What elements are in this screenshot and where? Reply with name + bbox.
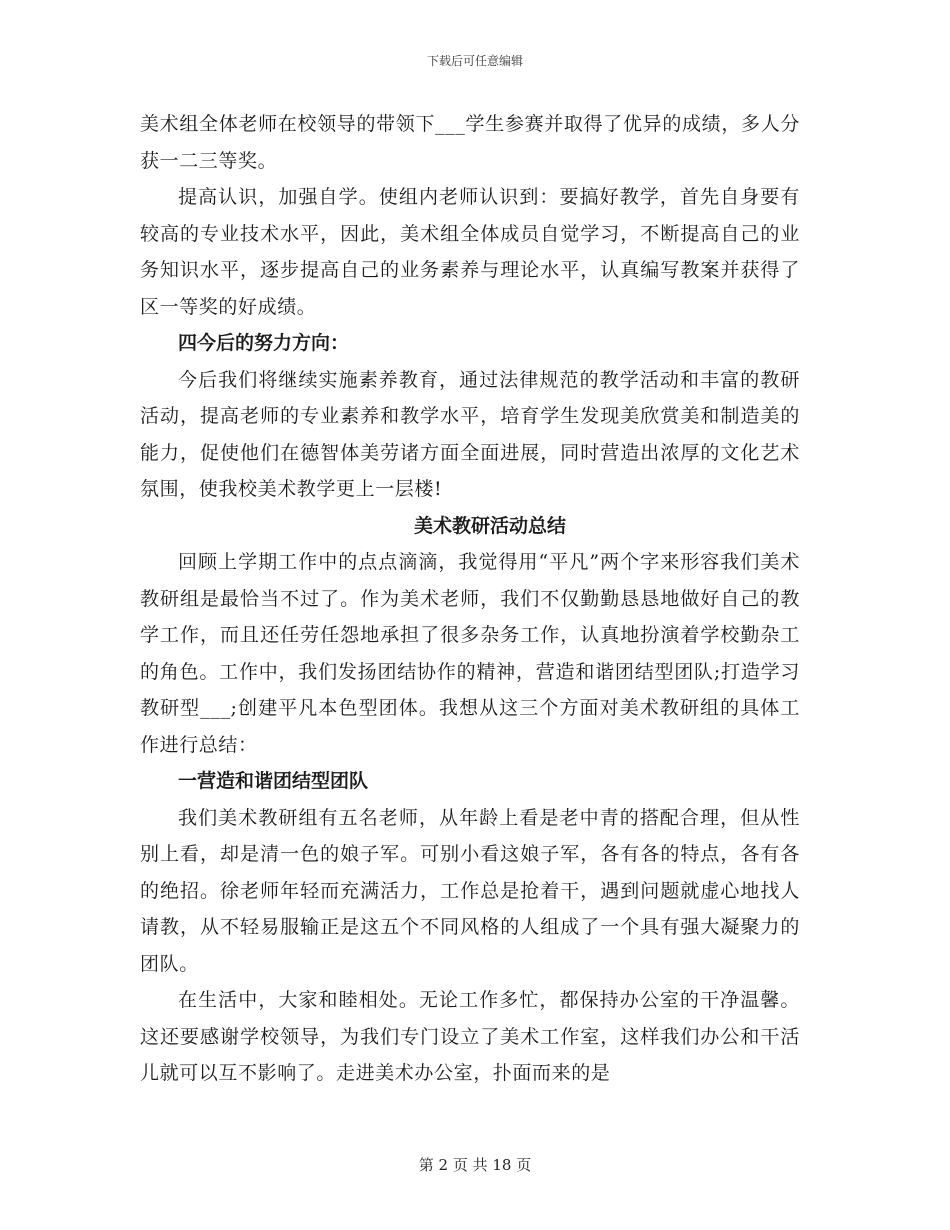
- page-footer: 第 2 页 共 18 页: [418, 1156, 532, 1174]
- paragraph-office-life: 在生活中，大家和睦相处。无论工作多忙，都保持办公室的干净温馨。这还要感谢学校领导，为我们专门设立了美术工作室，这样我们办公和干活儿就可以互不影响了。走进美术办公室，扑面而来的是: [140, 989, 800, 1084]
- page-header: 下载后可任意编辑: [426, 54, 523, 68]
- section-heading-team: 一营造和谐团结型团队: [178, 770, 369, 792]
- document-title: 美术教研活动总结: [413, 514, 566, 537]
- paragraph-self-study: 提高认识，加强自学。使组内老师认识到：要搞好教学，首先自身要有较高的专业技术水平，因此，美术组全体成员自觉学习，不断提高自己的业务知识水平，逐步提高自己的业务素养与理论水平，认真编写教案并获得了区一等奖的好成绩。: [140, 186, 800, 318]
- paragraph-review: 回顾上学期工作中的点点滴滴，我觉得用“平凡”两个字来形容我们美术教研组是最恰当不过了。作为美术老师，我们不仅勤勤恳恳地做好自己的教学工作，而且还任劳任怨地承担了很多杂务工作，认真地扮演着学校勤杂工的角色。工作中，我们发扬团结协作的精神，营造和谐团结型团队;打造学习教研型___;创建平凡本色型团体。我想从这三个方面对美术教研组的具体工作进行总结：: [140, 551, 800, 756]
- paragraph-awards: 美术组全体老师在校领导的带领下___学生参赛并取得了优异的成绩，多人分获一二三等奖。: [140, 113, 800, 172]
- paragraph-team-members: 我们美术教研组有五名老师，从年龄上看是老中青的搭配合理，但从性别上看，却是清一色的娘子军。可别小看这娘子军，各有各的特点，各有各的绝招。徐老师年轻而充满活力，工作总是抢着干，遇到问题就虚心地找人请教，从不轻易服输正是这五个不同风格的人组成了一个具有强大凝聚力的团队。: [140, 806, 800, 975]
- document-body: [140, 106, 800, 1092]
- section-heading-future-direction: 四今后的努力方向：: [178, 332, 350, 354]
- paragraph-future-plan: 今后我们将继续实施素养教育，通过法律规范的教学活动和丰富的教研活动，提高老师的专业素养和教学水平，培育学生发现美欣赏美和制造美的能力，促使他们在德智体美劳诸方面全面进展，同时营造出浓厚的文化艺术氛围，使我校美术教学更上一层楼!: [140, 368, 800, 500]
